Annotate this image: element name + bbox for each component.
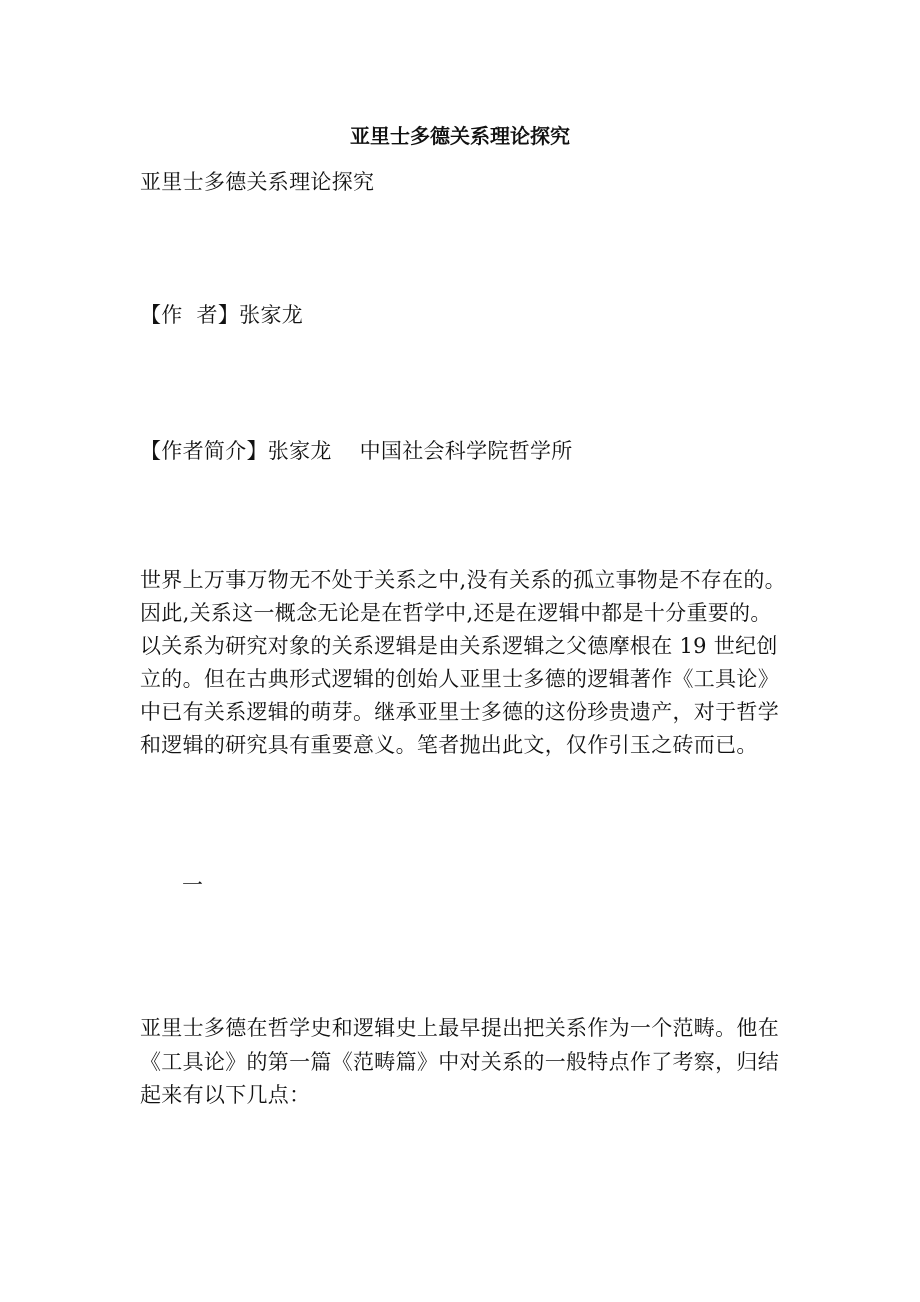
section-heading: 一 — [182, 873, 204, 897]
paragraph-line: 亚里士多德在哲学史和逻辑史上最早提出把关系作为一个范畴。他在 — [140, 1016, 779, 1040]
paragraph-line: 因此,关系这一概念无论是在哲学中,还是在逻辑中都是十分重要的。 — [140, 601, 772, 625]
paragraph-line: 世界上万事万物无不处于关系之中,没有关系的孤立事物是不存在的。 — [140, 568, 786, 592]
document-title: 亚里士多德关系理论探究 — [350, 124, 570, 148]
paragraph-line: 和逻辑的研究具有重要意义。笔者抛出此文，仅作引玉之砖而已。 — [140, 733, 758, 757]
paragraph-line: 立的。但在古典形式逻辑的创始人亚里士多德的逻辑著作《工具论》 — [140, 667, 779, 691]
paragraph-line: 起来有以下几点： — [140, 1083, 311, 1107]
paragraph-line: 以关系为研究对象的关系逻辑是由关系逻辑之父德摩根在 19 世纪创 — [140, 634, 778, 658]
author-bio-line: 【作者简介】张家龙 中国社会科学院哲学所 — [140, 439, 573, 463]
paragraph-line: 中已有关系逻辑的萌芽。继承亚里士多德的这份珍贵遗产，对于哲学 — [140, 700, 779, 724]
paragraph-line: 《工具论》的第一篇《范畴篇》中对关系的一般特点作了考察，归结 — [140, 1050, 779, 1074]
author-line: 【作 者】张家龙 — [140, 303, 304, 327]
document-subtitle: 亚里士多德关系理论探究 — [140, 170, 375, 194]
